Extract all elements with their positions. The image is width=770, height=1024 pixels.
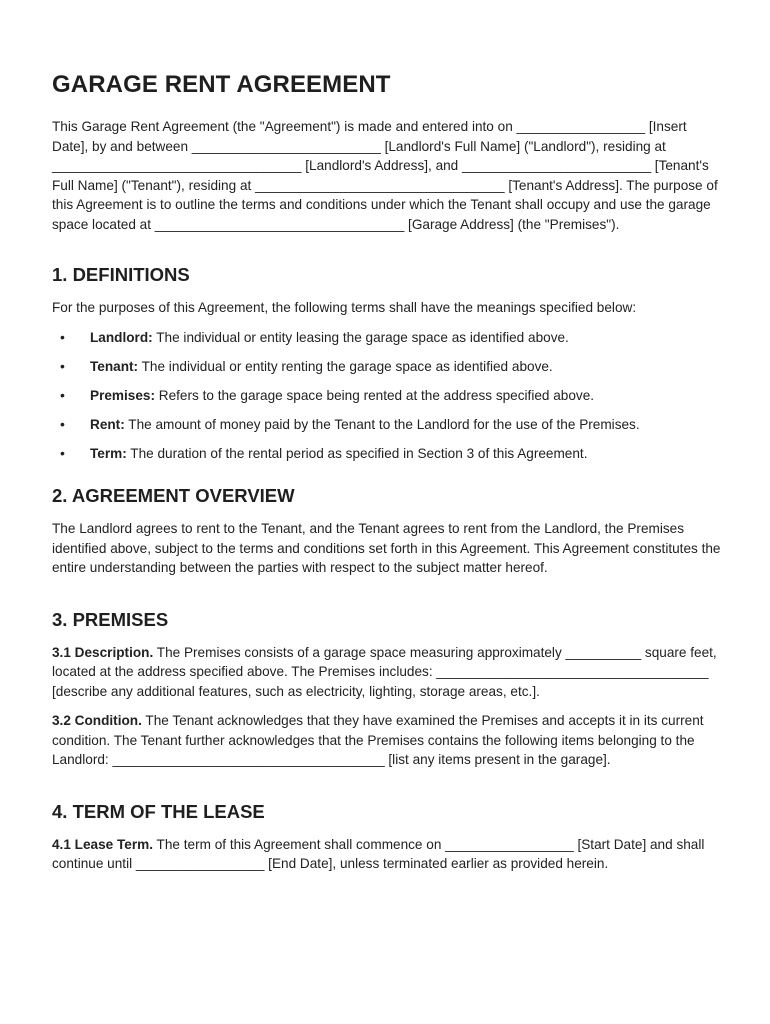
definition-text: The duration of the rental period as specified in Section 3 of this Agreement. xyxy=(126,445,588,461)
definitions-lead: For the purposes of this Agreement, the following terms shall have the meanings specified below: xyxy=(52,300,637,315)
document-page xyxy=(52,68,724,874)
list-item xyxy=(52,415,724,435)
bullet-icon: • xyxy=(60,328,65,345)
description-paragraph xyxy=(52,643,724,702)
definition-text: The amount of money paid by the Tenant to the Landlord for the use of the Premises. xyxy=(124,416,640,432)
list-item xyxy=(52,357,724,377)
list-item xyxy=(52,386,724,406)
condition-paragraph xyxy=(52,711,724,770)
overview-paragraph: The Landlord agrees to rent to the Tenant, and the Tenant agrees to rent from the Landlord, the Premises identified above, subject to the terms and conditions set forth in this Agreement. This Agreement constitutes the entire understanding between the parties with respect to the subject matter hereof. xyxy=(52,521,721,576)
definition-term: Rent: xyxy=(90,416,125,432)
definition-term: Landlord: xyxy=(90,329,153,345)
subsection-text: The Tenant acknowledges that they have examined the Premises and accepts it in its current condition. The Tenant further acknowledges that the Premises contains the following items belonging to the Landlord: ____________________________________ [list any items present in the garage]. xyxy=(52,713,704,768)
bullet-icon: • xyxy=(60,357,65,374)
definition-text: The individual or entity renting the garage space as identified above. xyxy=(138,358,553,374)
definition-term: Premises: xyxy=(90,387,155,403)
definitions-list xyxy=(52,328,724,464)
definition-term: Tenant: xyxy=(90,358,139,374)
section-2-heading: 2. AGREEMENT OVERVIEW xyxy=(52,485,295,507)
intro-paragraph: This Garage Rent Agreement (the "Agreement") is made and entered into on _________________ [Insert Date], by and between _________________________ [Landlord's Full Name] ("Landlord"), residing at _________________________________ [Landlord's Address], and _________________________ [Tenant's Full Name] ("Tenant"), residing at _________________________________ [Tenant's Address]. The purpose of this Agreement is to outline the terms and conditions under which the Tenant shall occupy and use the garage space located at _________________________________ [Garage Address] (the "Premises"). xyxy=(52,119,718,232)
definition-term: Term: xyxy=(90,445,127,461)
definition-text: The individual or entity leasing the garage space as identified above. xyxy=(152,329,569,345)
subsection-label: 3.1 Description. xyxy=(52,644,154,660)
section-1-heading: 1. DEFINITIONS xyxy=(52,264,190,285)
section-4-heading: 4. TERM OF THE LEASE xyxy=(52,800,265,822)
list-item xyxy=(52,444,724,464)
list-item xyxy=(52,328,724,348)
subsection-label: 3.2 Condition. xyxy=(52,713,142,729)
bullet-icon: • xyxy=(60,444,65,461)
section-3-heading: 3. PREMISES xyxy=(52,608,169,630)
document-title: GARAGE RENT AGREEMENT xyxy=(52,71,391,98)
subsection-label: 4.1 Lease Term. xyxy=(52,836,154,852)
lease-term-paragraph xyxy=(52,835,724,874)
subsection-text: The Premises consists of a garage space measuring approximately __________ square feet, located at the address specified above. The Premises includes: ____________________________________ [describe any additional features, such as electricity, lighting, storage areas, etc.]. xyxy=(52,644,717,699)
subsection-text: The term of this Agreement shall commence on _________________ [Start Date] and shall continue until _________________ [End Date], unless terminated earlier as provided herein. xyxy=(52,836,705,872)
bullet-icon: • xyxy=(60,415,65,432)
bullet-icon: • xyxy=(60,386,65,403)
definition-text: Refers to the garage space being rented at the address specified above. xyxy=(155,387,595,403)
